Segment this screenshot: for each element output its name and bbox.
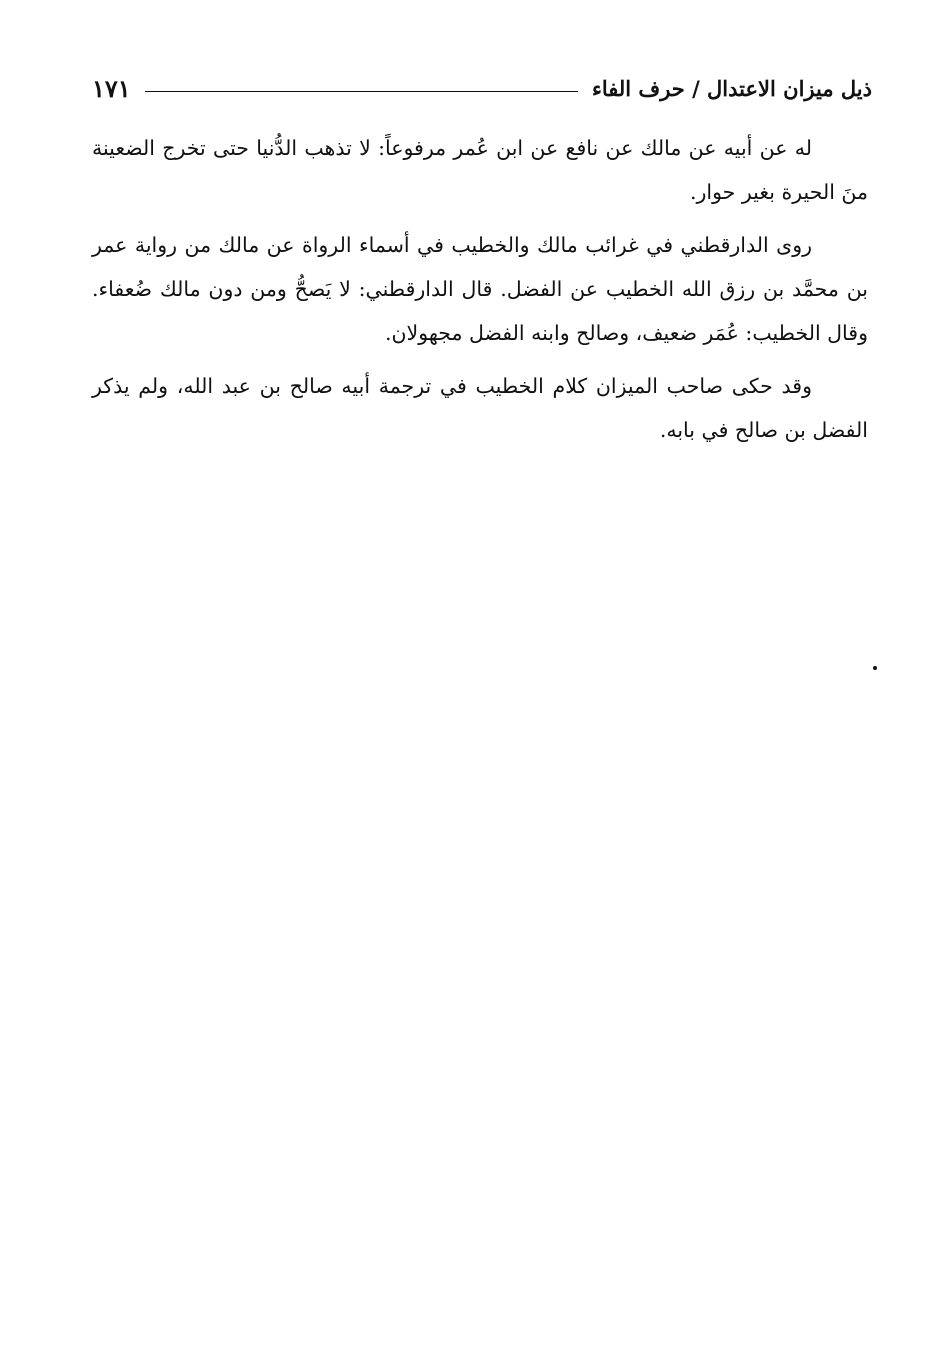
margin-dot (873, 666, 877, 670)
page-body (92, 126, 868, 461)
header-rule (145, 91, 578, 92)
paragraph-1: له عن أبيه عن مالك عن نافع عن ابن عُمر مرفوعاً: لا تذهب الدُّنيا حتى تخرج الضعينة منَ الحيرة بغير حوار. (92, 136, 868, 204)
paragraph-2: روى الدارقطني في غرائب مالك والخطيب في أسماء الرواة عن مالك من رواية عمر بن محمَّد بن رزق الله الخطيب عن الفضل. قال الدارقطني: لا يَصحُّ ومن دون مالك ضُعفاء. وقال الخطيب: عُمَر ضعيف، وصالح وابنه الفضل مجهولان. (92, 233, 868, 345)
page-header (92, 70, 872, 106)
page-number: ١٧١ (92, 73, 131, 103)
running-title: ذيل ميزان الاعتدال / حرف الفاء (591, 75, 872, 101)
paragraph-3: وقد حكى صاحب الميزان كلام الخطيب في ترجمة أبيه صالح بن عبد الله، ولم يذكر الفضل بن صالح في بابه. (92, 374, 868, 442)
